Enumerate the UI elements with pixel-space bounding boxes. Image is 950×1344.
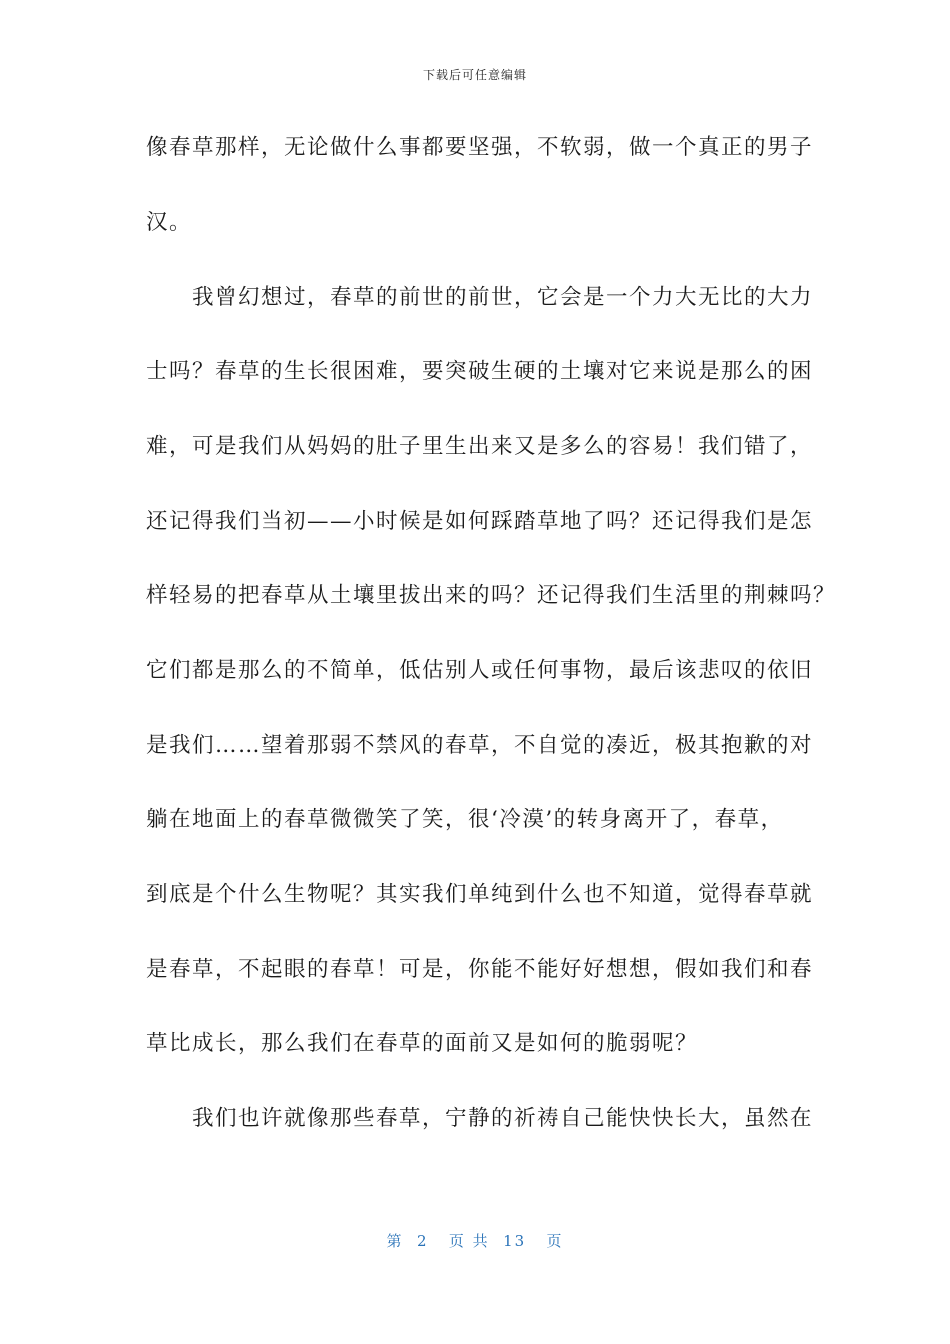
text-line: 我曾幻想过，春草的前世的前世，它会是一个力大无比的大力 [146,285,814,310]
text-line: 士吗？春草的生长很困难，要突破生硬的土壤对它来说是那么的困 [146,359,814,384]
page-header: 下载后可任意编辑 [422,68,527,82]
text-line: 是我们……望着那弱不禁风的春草，不自觉的凑近，极其抱歉的对 [146,733,814,758]
text-line: 草比成长，那么我们在春草的面前又是如何的脆弱呢？ [146,1031,699,1056]
page-footer: 第 2 页 共 13 页 [386,1232,564,1250]
text-line: 难，可是我们从妈妈的肚子里生出来又是多么的容易！我们错了， [146,434,814,459]
text-line: 到底是个什么生物呢？其实我们单纯到什么也不知道，觉得春草就 [146,882,814,907]
text-line: 我们也许就像那些春草，宁静的祈祷自己能快快长大，虽然在 [146,1106,814,1131]
text-line: 躺在地面上的春草微微笑了笑，很‘冷漠’的转身离开了，春草， [146,807,784,832]
text-line: 是春草，不起眼的春草！可是，你能不能好好想想，假如我们和春 [146,957,814,982]
text-line: 它们都是那么的不简单，低估别人或任何事物，最后该悲叹的依旧 [146,658,814,683]
text-line: 像春草那样，无论做什么事都要坚强，不软弱，做一个真正的男子 [146,135,814,160]
text-line: 汉。 [146,210,193,235]
text-line: 样轻易的把春草从土壤里拔出来的吗？还记得我们生活里的荆棘吗？ [146,583,837,608]
text-line: 还记得我们当初——小时候是如何踩踏草地了吗？还记得我们是怎 [146,509,814,534]
